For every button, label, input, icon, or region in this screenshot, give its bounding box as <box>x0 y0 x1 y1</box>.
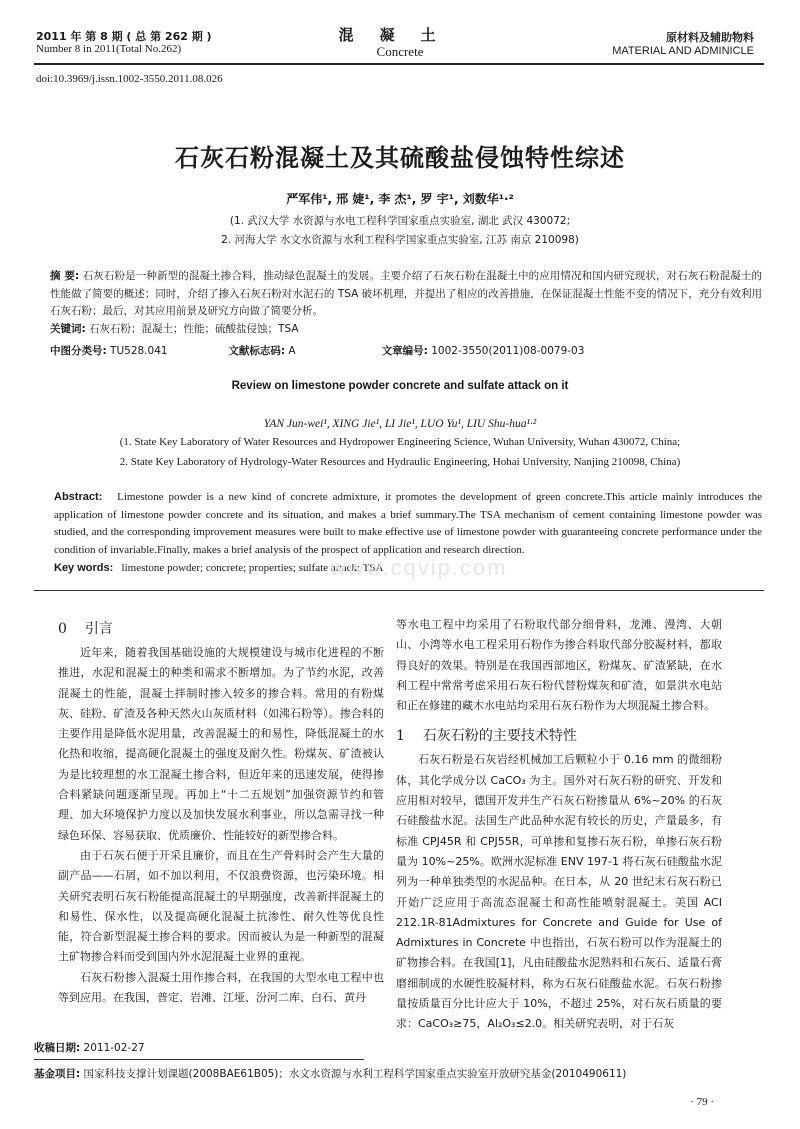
doc-code-label: 文献标志码: <box>228 345 286 357</box>
watermark: www.cqvip.com <box>330 555 508 580</box>
section-0-heading <box>58 615 384 643</box>
authors-en: YAN Jun-wei¹, XING Jie¹, LI Jie¹, LUO Yu¹, LIU Shu-hua¹·² <box>263 418 537 430</box>
body-column-left <box>58 615 384 1008</box>
issue-info-zh: 2011 年 第 8 期 ( 总 第 262 期 ) <box>36 30 212 43</box>
abstract-zh-label: 摘 要: <box>50 270 80 282</box>
affiliation-en-2: 2. State Key Laboratory of Hydrology-Water Resources and Hydraulic Engineering, Hohai University, Nanjing 210098, China) <box>119 456 681 468</box>
section-1-title: 石灰石粉的主要技术特性 <box>422 728 577 745</box>
keywords-zh-text: 石灰石粉；混凝土；性能；硫酸盐侵蚀；TSA <box>89 322 299 335</box>
abstract-zh-text: 石灰石粉是一种新型的混凝土掺合料，推动绿色混凝土的发展。主要介绍了石灰石粉在混凝土中的应用情况和国内研究现状，对石灰石粉混凝土的性能做了简要的概述；同时，介绍了掺入石灰石粉对水泥石的 TSA 破坏机理，并提出了相应的改善措施，在保证混凝土性能不变的情况下，充分有效利用石灰石粉；最后，对其应用前景及研究方向做了简要分析。 <box>50 270 763 317</box>
doi[interactable]: doi:10.3969/j.issn.1002-3550.2011.08.026 <box>36 73 223 85</box>
section-0-title: 引言 <box>84 621 113 637</box>
affiliation-zh-2: 2. 河海大学 水文水资源与水利工程科学国家重点实验室, 江苏 南京 210098) <box>221 234 579 246</box>
affiliation-en-1: (1. State Key Laboratory of Water Resources and Hydropower Engineering Science, Wuhan University, Wuhan 430072, China; <box>119 436 681 448</box>
journal-name-zh: 混凝土 <box>338 26 462 44</box>
intro-paragraph-3-continued: 等水电工程中均采用了石粉取代部分细骨料，龙滩、漫湾、大朝山、小湾等水电工程采用石粉作为掺合料取代部分胶凝材料，都取得良好的效果。特别是在我国西部地区，粉煤灰、矿渣紧缺，在水利工程中常常考虑采用石灰石粉代替粉煤灰和矿渣，如景洪水电站和正在修建的藏木水电站均采用石灰石粉作为大坝混凝土掺合料。 <box>396 618 722 713</box>
classification-row <box>50 343 762 358</box>
keywords-en-label: Key words: <box>54 561 114 574</box>
affiliation-zh-1: (1. 武汉大学 水资源与水电工程科学国家重点实验室, 湖北 武汉 430072; <box>229 215 571 227</box>
doc-code-value: A <box>288 345 296 357</box>
header-rule <box>34 63 764 65</box>
keywords-en-text: limestone powder; concrete; properties; sulfate attack; TSA <box>121 561 384 574</box>
abstract-en-text: Limestone powder is a new kind of concrete admixture, it promotes the development of green concrete.This article mainly introduces the application of limestone powder concrete and its situation, and makes a brief summary.The TSA mechanism of cement containing limestone powder was studied, and the corresponding improvement measures were built to make effective use of limestone powder with guaranteeing concrete performance under the condition of invariable.Finally, makes a brief analysis of the prospect of application and research direction. <box>54 491 762 557</box>
issue-info-en: Number 8 in 2011(Total No.262) <box>36 43 182 55</box>
abstract-zh <box>50 268 762 338</box>
section-name-en: MATERIAL AND ADMINICLE <box>612 45 754 57</box>
received-value: 2011-02-27 <box>83 1042 145 1054</box>
funding-value: 国家科技支撑计划课题(2008BAE61B05)；水文水资源与水利工程科学国家重点实验室开放研究基金(2010490611) <box>83 1068 627 1080</box>
page-number: · 79 · <box>690 1096 714 1108</box>
authors-zh: 严军伟¹, 邢 婕¹, 李 杰¹, 罗 宇¹, 刘数华¹·² <box>286 192 514 206</box>
section-0-number: 0 <box>58 621 67 637</box>
received-label: 收稿日期: <box>34 1042 81 1054</box>
intro-paragraph-3: 石灰石粉掺入混凝土用作掺合料，在我国的大型水电工程中也等到应用。在我国，普定、岩滩、江垭、汾河二库、白石、黄丹 <box>58 970 384 1005</box>
body-column-right <box>396 615 722 1035</box>
article-no-value: 1002-3550(2011)08-0079-03 <box>431 345 585 357</box>
intro-paragraph-2: 由于石灰石便于开采且廉价，而且在生产骨料时会产生大量的副产品——石屑，如不加以利用，不仅浪费资源，也污染环境。相关研究表明石灰石粉能提高混凝土的早期强度，改善新拌混凝土的和易性、保水性，以及提高硬化混凝土抗渗性、耐久性等优良性能，符合新型混凝土掺合料的要求。因而被认为是一种新型的混凝土矿物掺合料而受到国内外水泥混凝土业界的重视。 <box>58 848 384 964</box>
clc-value: TU528.041 <box>110 345 168 357</box>
funding-note <box>34 1066 626 1081</box>
footnote-rule <box>34 1059 364 1060</box>
abstract-divider <box>34 590 764 591</box>
keywords-zh-label: 关键词: <box>50 322 86 335</box>
clc-label: 中图分类号: <box>50 345 107 357</box>
section-1-paragraph: 石灰石粉是石灰岩经机械加工后颗粒小于 0.16 mm 的微细粉体，其化学成分以 CaCO₃ 为主。国外对石灰石粉的研究、开发和应用相对较早，德国开发并生产石灰石粉掺量从 6%~20% 的石灰石硅酸盐水泥。法国生产此品种水泥有较长的历史，产量最多，有标准 CPJ45R 和 CPJ55R，可单掺和复掺石灰石粉，单掺石灰石粉量为 10%~25%。欧洲水泥标准 ENV 197-1 将石灰石硅酸盐水泥列为一种单独类型的水泥品种。在日本，从 20 世纪末石灰石粉已开始广泛应用于高流态混凝土和高性能喷射混凝土。美国 ACI 212.1R-81Admixtures for Concrete and Guide for Use of Admixtures in Concrete 中也指出，石灰石粉可以作为混凝土的矿物掺合料。在我国[1]，凡由硅酸盐水泥熟料和石灰石、适量石膏磨细制成的水硬性胶凝材料，称为石灰石硅酸盐水泥。石灰石粉掺量按质量百分比计应大于 10%，不超过 25%，对石灰石质量的要求：CaCO₃≥75，Al₂O₃≤2.0。相关研究表明，对于石灰 <box>396 753 722 1031</box>
section-1-heading <box>396 722 722 750</box>
paper-title-zh: 石灰石粉混凝土及其硫酸盐侵蚀特性综述 <box>175 144 625 172</box>
section-name-zh: 原材料及辅助物料 <box>666 31 754 44</box>
abstract-en-label: Abstract: <box>54 491 103 503</box>
article-no-label: 文章编号: <box>381 345 428 357</box>
paper-title-en: Review on limestone powder concrete and sulfate attack on it <box>231 380 569 392</box>
received-date <box>34 1040 145 1055</box>
funding-label: 基金项目: <box>34 1068 81 1080</box>
intro-paragraph-1: 近年来，随着我国基础设施的大规模建设与城市化进程的不断推进，水泥和混凝土的种类和需求不断增加。为了节约水泥，改善混凝土的性能，混凝土拌制时掺入较多的掺合料。常用的有粉煤灰、硅粉、矿渣及各种天然火山灰质材料（如沸石粉等）。掺合料的主要作用是降低水泥用量，改善混凝土的和易性，降低混凝土的水化热和收缩，提高硬化混凝土的强度及耐久性。粉煤灰、矿渣被认为是比较理想的水工混凝土掺合料，但近年来的迅速发展，使得掺合料紧缺问题逐渐呈现。再加上“十二五规划”加强资源节约和管理、加大环境保护力度以及加快发展水利事业，所以急需寻找一种绿色环保、容易获取、优质廉价、性能较好的新型掺合料。 <box>58 646 384 842</box>
journal-name-en: Concrete <box>376 44 424 59</box>
section-1-number: 1 <box>396 728 405 745</box>
